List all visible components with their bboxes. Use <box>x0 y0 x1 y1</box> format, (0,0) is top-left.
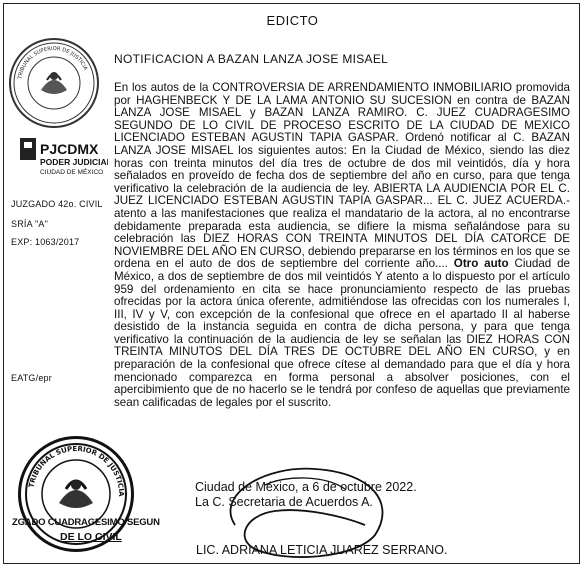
body-paragraph-2: Ciudad de México, a dos de septiembre de dos mil veintidós Y atento a lo dispuesto por el artículo 959 del ordenamiento en cita se hace pronunciamiento respecto de las pruebas ofrecidas por la actora única oferente, admitiéndose las ofrecidas con los numerales I, III, IV y V, con excepción de la confesional que ofrece en el apartado II al haberse desistido de la instancia seguida en contra de dicha persona, y para que tenga verificativo la continuación de la audiencia de ley se señalan las DIEZ HORAS CON TREINTA MINUTOS DEL DÍA TRES DE OCTUBRE DEL AÑO EN CURSO, y en preparación de la confesional que ofrece cítese al demandado para que el día y hora mencionado comparezca en forma personal a absolver posiciones, con el apercibimiento que de no hacerlo se le tendrá por confeso de aquellas que previamente sean calificadas de legales por el suscrito. <box>114 257 570 409</box>
secretaria-label: SRÍA "A" <box>11 219 49 229</box>
pjcdmx-logo <box>18 134 108 178</box>
document-title: EDICTO <box>266 13 319 28</box>
seal-emblem-icon <box>11 40 97 126</box>
stamp-line-1: ZGADO CUADRAGESIMO SEGUN <box>12 517 160 528</box>
handwritten-signature <box>205 455 405 565</box>
juzgado-label: JUZGADO 42o. CIVIL <box>11 199 103 209</box>
signer-name: LIC. ADRIANA LETICIA JUAREZ SERRANO. <box>196 543 448 557</box>
expediente-label: EXP: 1063/2017 <box>11 237 80 247</box>
seal-text: TRIBUNAL SUPERIOR DE JUSTICIA <box>27 444 126 497</box>
stamp-line-2: DE LO CIVIL <box>60 531 122 543</box>
secretary-role: La C. Secretaria de Acuerdos A. <box>195 495 373 509</box>
court-seal-top <box>9 38 99 128</box>
edict-body <box>114 82 570 409</box>
notification-heading: NOTIFICACION A BAZAN LANZA JOSE MISAEL <box>114 52 389 66</box>
logo-sub2-text: CIUDAD DE MÉXICO <box>40 169 104 176</box>
body-emphasis: Otro auto <box>453 257 509 271</box>
body-paragraph-1: En los autos de la CONTROVERSIA DE ARRENDAMIENTO INMOBILIARIO promovida por HAGHENBECK Y DE LA LAMA ANTONIO SU SUCESION en contra de BAZAN LANZA JOSE MISAEL y BAZAN LANZA RAMIRO. C. JUEZ CUADRAGESIMO SEGUNDO DE LO CIVIL DE PROCESO ESCRITO DE LA CIUDAD DE MEXICO LICENCIADO ESTEBAN AGUSTIN TAPIA GASPAR. Ordenó notificar al C. BAZAN LANZA JOSE MISAEL los siguientes autos: En la Ciudad de México, siendo las diez horas con treinta minutos del día tres de octubre de dos mil veintidós, día y hora señalados en proveído de fecha dos de septiembre del año en curso, para que tenga verificativo la celebración de la audiencia de ley. ABIERTA LA AUDIENCIA POR EL C. JUEZ LICENCIADO ESTEBAN AGUSTIN TAPIA GASPAR... EL C. JUEZ ACUERDA.- atento a las manifestaciones que realiza el mandatario de la actora, al no encontrarse debidamente preparada esta audiencia, se difiere la misma señalándose para su celebración las DIEZ HORAS CON TREINTA MINUTOS DEL DÍA CATORCE DE NOVIEMBRE DEL AÑO EN CURSO, debiendo prepararse en los términos en los que se ordena en el auto de dos de septiembre del corriente año.... <box>114 81 570 271</box>
initials-label: EATG/epr <box>11 373 52 383</box>
logo-sub1-text: PODER JUDICIAL <box>40 157 108 167</box>
svg-text:TRIBUNAL SUPERIOR DE JUSTICIA: TRIBUNAL SUPERIOR DE JUSTICIA <box>17 45 89 80</box>
place-date: Ciudad de México, a 6 de octubre 2022. <box>195 480 417 494</box>
logo-main-text: PJCDMX <box>40 141 99 157</box>
